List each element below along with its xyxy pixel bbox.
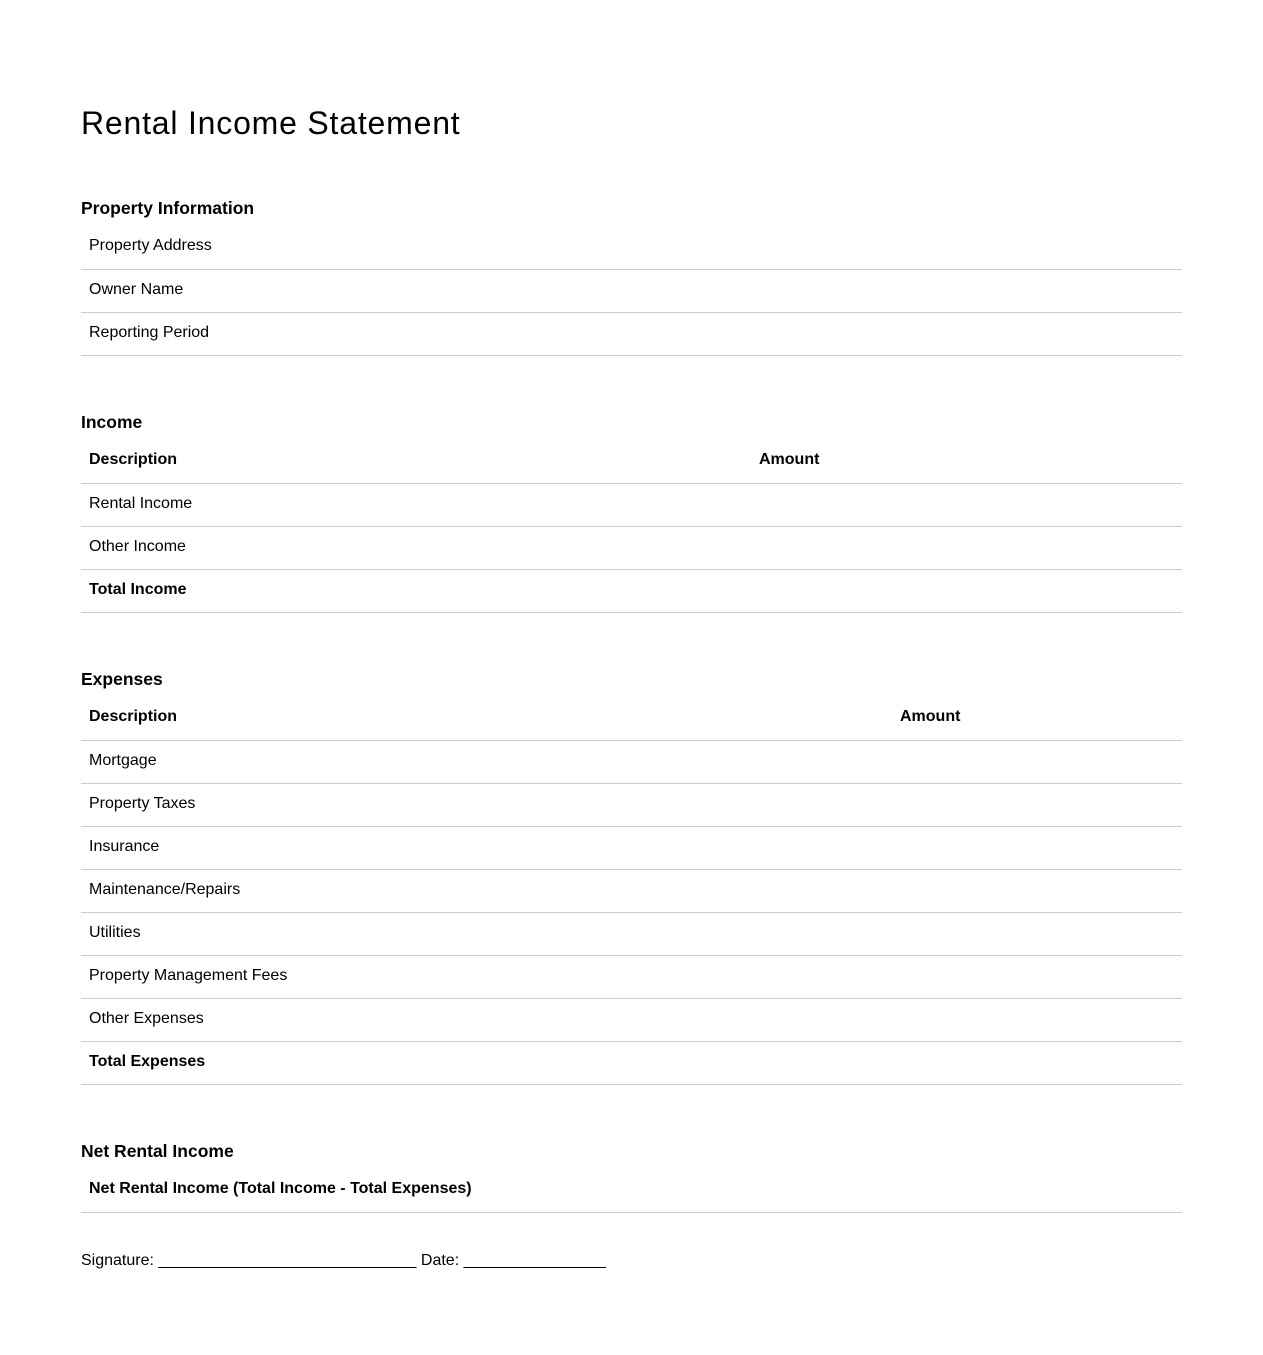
owner-name-label: Owner Name (81, 269, 1068, 312)
signature-line (81, 1251, 606, 1271)
expenses-table (81, 697, 1182, 1085)
column-header-amount: Amount (892, 697, 1182, 740)
table-row (81, 483, 1182, 526)
table-row (81, 312, 1182, 355)
signature-field[interactable]: _____________________________ (158, 1252, 417, 1269)
expense-description: Insurance (81, 826, 892, 869)
property-information-section (81, 197, 1182, 356)
table-row (81, 226, 1182, 269)
reporting-period-value[interactable] (1068, 312, 1182, 355)
net-income-label: Net Rental Income (Total Income - Total Expenses) (81, 1169, 681, 1212)
expense-description: Utilities (81, 912, 892, 955)
total-income-label: Total Income (81, 569, 751, 612)
expense-amount[interactable] (892, 955, 1182, 998)
expense-description: Property Taxes (81, 783, 892, 826)
section-heading: Expenses (81, 669, 163, 689)
income-amount[interactable] (751, 526, 1182, 569)
expense-description: Mortgage (81, 740, 892, 783)
owner-name-value[interactable] (1068, 269, 1182, 312)
section-heading: Net Rental Income (81, 1141, 234, 1161)
table-row (81, 912, 1182, 955)
net-income-value[interactable] (681, 1169, 1182, 1212)
income-description: Rental Income (81, 483, 751, 526)
total-row (81, 1041, 1182, 1084)
table-header-row (81, 697, 1182, 740)
column-header-description: Description (81, 440, 751, 483)
income-table (81, 440, 1182, 613)
income-amount[interactable] (751, 483, 1182, 526)
column-header-amount: Amount (751, 440, 1182, 483)
section-heading: Income (81, 412, 143, 432)
table-row (81, 526, 1182, 569)
expense-amount[interactable] (892, 783, 1182, 826)
income-section (81, 411, 1182, 613)
total-expenses-label: Total Expenses (81, 1041, 892, 1084)
signature-label: Signature: (81, 1252, 154, 1269)
property-address-label: Property Address (81, 226, 1068, 269)
table-row (81, 269, 1182, 312)
date-label: Date: (420, 1252, 460, 1269)
table-row (81, 826, 1182, 869)
property-information-table (81, 226, 1182, 356)
expense-amount[interactable] (892, 869, 1182, 912)
expense-amount[interactable] (892, 740, 1182, 783)
net-income-section (81, 1140, 1182, 1213)
expense-description: Other Expenses (81, 998, 892, 1041)
section-heading: Property Information (81, 198, 255, 218)
reporting-period-label: Reporting Period (81, 312, 1068, 355)
expense-description: Property Management Fees (81, 955, 892, 998)
expense-amount[interactable] (892, 912, 1182, 955)
income-description: Other Income (81, 526, 751, 569)
table-row (81, 740, 1182, 783)
date-field[interactable]: ________________ (463, 1252, 606, 1269)
property-address-value[interactable] (1068, 226, 1182, 269)
net-income-table (81, 1169, 1182, 1213)
table-header-row (81, 440, 1182, 483)
total-expenses-amount[interactable] (892, 1041, 1182, 1084)
table-row (81, 955, 1182, 998)
expense-amount[interactable] (892, 998, 1182, 1041)
expense-amount[interactable] (892, 826, 1182, 869)
total-row (81, 569, 1182, 612)
column-header-description: Description (81, 697, 892, 740)
expenses-section (81, 668, 1182, 1085)
total-income-amount[interactable] (751, 569, 1182, 612)
table-row (81, 783, 1182, 826)
page-title: Rental Income Statement (81, 105, 461, 141)
table-row (81, 1169, 1182, 1212)
expense-description: Maintenance/Repairs (81, 869, 892, 912)
table-row (81, 998, 1182, 1041)
table-row (81, 869, 1182, 912)
